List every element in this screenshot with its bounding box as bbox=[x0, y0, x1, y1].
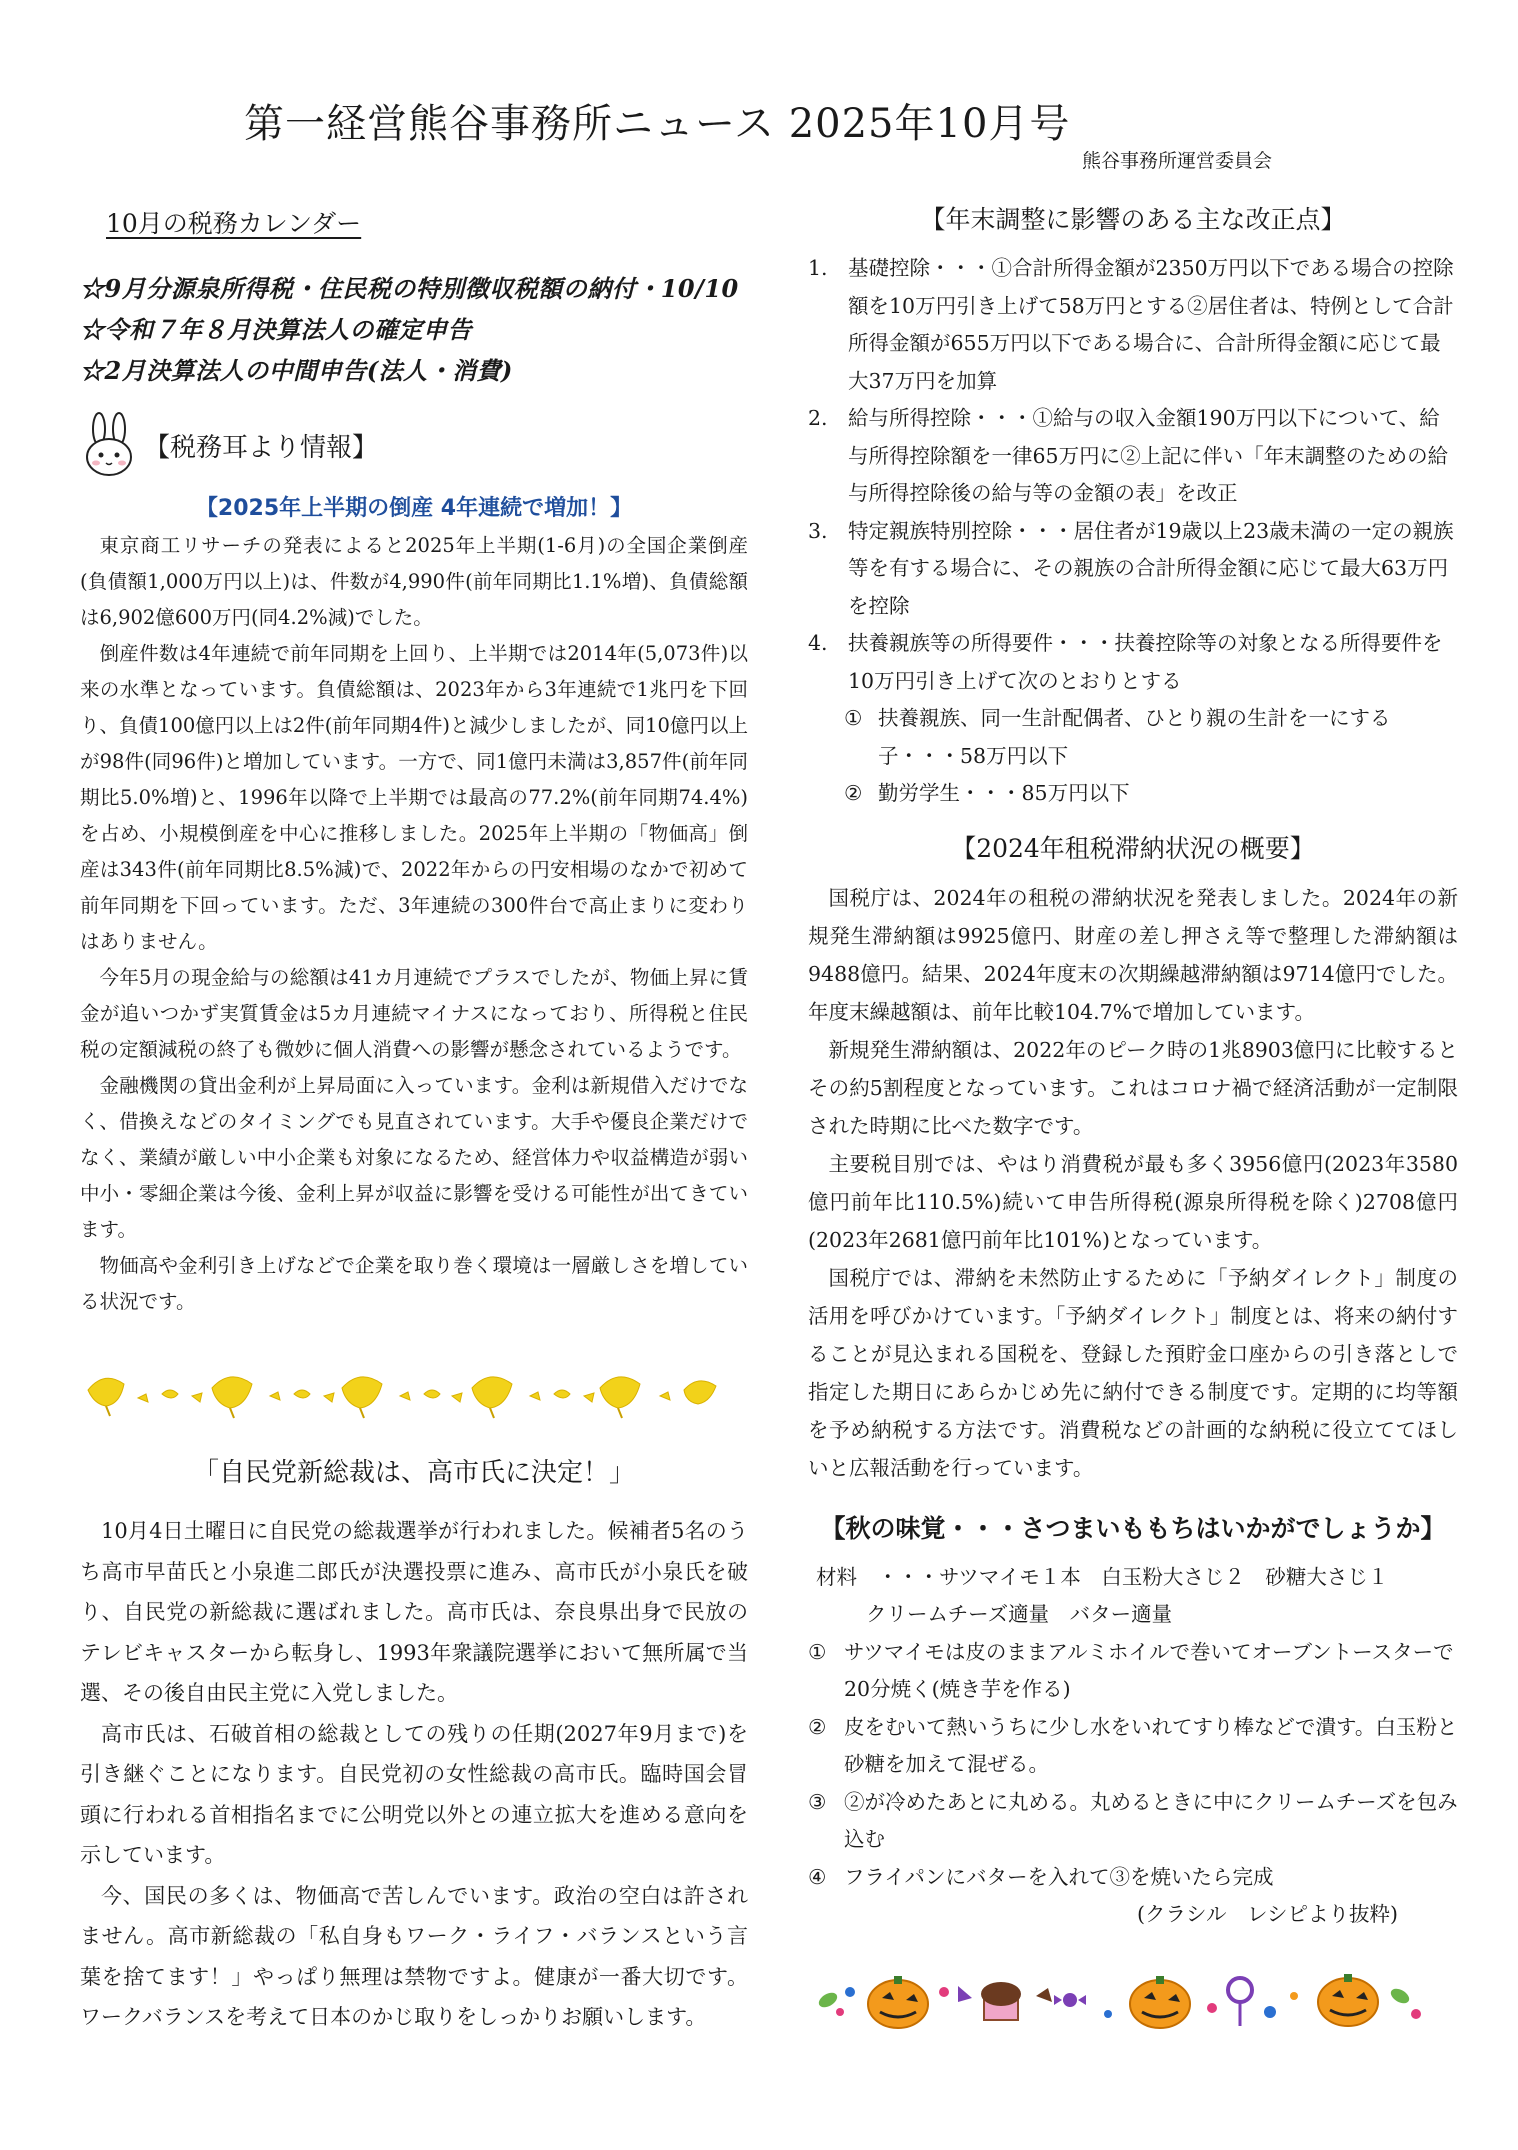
calendar-item: ☆2月決算法人の中間申告(法人・消費) bbox=[80, 356, 513, 385]
recipe-step bbox=[808, 1859, 1458, 1897]
recipe-source: (クラシル レシピより抜粋) bbox=[1137, 1902, 1398, 1926]
sub-item-mark: ② bbox=[844, 781, 863, 805]
item-text: 特定親族特別控除・・・居住者が19歳以上23歳未満の一定の親族等を有する場合に、その親族の合計所得金額に応じて最大63万円を控除 bbox=[848, 518, 1454, 618]
ginkgo-decoration bbox=[80, 1360, 748, 1430]
recipe-materials: 材料 ・・・サツマイモ１本 白玉粉大さじ２ 砂糖大さじ１ bbox=[816, 1564, 1389, 1589]
ginkgo-leaves-icon bbox=[80, 1360, 748, 1430]
tax-delinquency-article bbox=[808, 879, 1458, 1487]
paragraph: 国税庁では、滞納を未然防止するために「予納ダイレクト」制度の活用を呼びかけています。「予納ダイレクト」制度とは、将来の納付することが見込まれる国税を、登録した預貯金口座からの引き落としで指定した期日にあらかじめ先に納付できる制度です。定期的に均等額を予め納税する方法です。消費税などの計画的な納税に役立ててほしいと広報活動を行っています。 bbox=[808, 1265, 1458, 1480]
page-title: 第一経営熊谷事務所ニュース 2025年10月号 bbox=[244, 101, 1071, 147]
bankruptcy-article bbox=[80, 528, 748, 1320]
list-item bbox=[808, 513, 1458, 626]
bankruptcy-subheading: 【2025年上半期の倒産 4年連続で増加！】 bbox=[195, 496, 633, 521]
recipe bbox=[808, 1559, 1458, 1934]
recipe-materials-cont: クリームチーズ適量 バター適量 bbox=[866, 1602, 1173, 1626]
paragraph: 金融機関の貸出金利が上昇局面に入っています。金利は新規借入だけでなく、借換えなどのタイミングでも見直されています。大手や優良企業だけでなく、業績が厳しい中小企業も対象になるため、経営体力や収益構造が弱い中小・零細企業は今後、金利上昇が収益に影響を受ける可能性が出てきています。 bbox=[80, 1074, 748, 1241]
step-text: ②が冷めたあとに丸める。丸めるときに中にクリームチーズを包み込む bbox=[844, 1789, 1458, 1851]
sub-item-text: 勤労学生・・・85万円以下 bbox=[878, 781, 1130, 805]
calendar-item: ☆9月分源泉所得税・住民税の特別徴収税額の納付・10/10 bbox=[80, 274, 739, 303]
step-mark: ② bbox=[808, 1714, 827, 1739]
calendar-list bbox=[80, 268, 748, 391]
step-text: フライパンにバターを入れて③を焼いたら完成 bbox=[844, 1864, 1274, 1889]
calendar-item: ☆令和７年８月決算法人の確定申告 bbox=[80, 315, 472, 344]
item-number: 1. bbox=[808, 256, 828, 280]
paragraph: 東京商工リサーチの発表によると2025年上半期(1-6月)の全国企業倒産(負債額1,000万円以上)は、件数が4,990件(前年同期比1.1%増)、負債総額は6,902億600万円(同4.2%減)でした。 bbox=[80, 534, 748, 629]
paragraph: 高市氏は、石破首相の総裁としての残りの任期(2027年9月まで)を引き継ぐことになります。自民党初の女性総裁の高市氏。臨時国会冒頭に行われる首相指名までに公明党以外との連立拡大を進める意向を示しています。 bbox=[80, 1721, 748, 1867]
tax-info-header bbox=[80, 409, 748, 481]
halloween-pumpkins-icon bbox=[808, 1956, 1428, 2036]
paragraph: 国税庁は、2024年の租税の滞納状況を発表しました。2024年の新規発生滞納額は9925億円、財産の差し押さえ等で整理した滞納額は9488億円。結果、2024年度末の次期繰越滞納額は9714億円でした。年度末繰越額は、前年比較104.7%で増加しています。 bbox=[808, 885, 1458, 1024]
list-item bbox=[808, 400, 1458, 513]
ldp-heading: 「自民党新総裁は、高市氏に決定！」 bbox=[192, 1458, 635, 1488]
organization-name: 熊谷事務所運営委員会 bbox=[1082, 150, 1273, 172]
recipe-step bbox=[808, 1709, 1458, 1784]
reform-list bbox=[808, 250, 1458, 700]
item-number: 2. bbox=[808, 406, 828, 430]
recipe-heading: 【秋の味覚・・・さつまいももちはいかがでしょうか】 bbox=[820, 1513, 1446, 1543]
ldp-article bbox=[80, 1511, 748, 2038]
sub-item-mark: ① bbox=[844, 706, 863, 730]
list-item bbox=[808, 250, 1458, 400]
step-mark: ③ bbox=[808, 1789, 827, 1814]
item-text: 扶養親族等の所得要件・・・扶養控除等の対象となる所得要件を10万円引き上げて次のとおりとする bbox=[848, 631, 1443, 693]
step-mark: ① bbox=[808, 1639, 827, 1664]
reform-heading: 【年末調整に影響のある主な改正点】 bbox=[920, 205, 1346, 234]
left-column bbox=[80, 190, 748, 2038]
step-text: 皮をむいて熱いうちに少し水をいれてすり棒などで潰す。白玉粉と砂糖を加えて混ぜる。 bbox=[844, 1714, 1458, 1776]
step-mark: ④ bbox=[808, 1864, 827, 1889]
sub-item-text: 扶養親族、同一生計配偶者、ひとり親の生計を一にする子・・・58万円以下 bbox=[878, 706, 1391, 768]
halloween-decoration bbox=[808, 1956, 1458, 2036]
tax-delinquency-heading: 【2024年租税滞納状況の概要】 bbox=[951, 833, 1315, 863]
paragraph: 倒産件数は4年連続で前年同期を上回り、上半期では2014年(5,073件)以来の水準となっています。負債総額は、2023年から3年連続で1兆円を下回り、負債100億円以上は2件(前年同期4件)と減少しましたが、同10億円以上が98件(同96件)と増加しています。一方で、同1億円未満は3,857件(前年同期比5.0%増)と、1996年以降で上半期では最高の77.2%(前年同期74.4%)を占め、小規模倒産を中心に推移しました。2025年上半期の「物価高」倒産は343件(前年同期比8.5%減)で、2022年からの円安相場のなかで初めて前年同期を下回っています。ただ、3年連続の300件台で高止まりに変わりはありません。 bbox=[80, 642, 748, 953]
paragraph: 主要税目別では、やはり消費税が最も多く3956億円(2023年3580億円前年比110.5%)続いて申告所得税(源泉所得税を除く)2708億円(2023年2681億円前年比101%)となっています。 bbox=[808, 1151, 1458, 1252]
paragraph: 10月4日土曜日に自民党の総裁選挙が行われました。候補者5名のうち高市早苗氏と小泉進二郎氏が決選投票に進み、高市氏が小泉氏を破り、自民党の新総裁に選ばれました。高市氏は、奈良県出身で民放のテレビキャスターから転身し、1993年衆議院選挙において無所属で当選、その後自由民主党に入党しました。 bbox=[80, 1519, 748, 1705]
tax-info-heading: 【税務耳より情報】 bbox=[144, 432, 379, 463]
item-text: 給与所得控除・・・①給与の収入金額190万円以下について、給与所得控除額を一律65万円に②上記に伴い「年末調整のための給与所得控除後の給与等の金額の表」を改正 bbox=[848, 406, 1449, 505]
item-text: 基礎控除・・・①合計所得金額が2350万円以下である場合の控除額を10万円引き上げて58万円とする②居住者は、特例として合計所得金額が655万円以下である場合に、合計所得金額に応じて最大37万円を加算 bbox=[848, 256, 1454, 393]
right-column bbox=[808, 190, 1458, 2036]
paragraph: 物価高や金利引き上げなどで企業を取り巻く環境は一層厳しさを増している状況です。 bbox=[80, 1254, 748, 1313]
sub-item bbox=[808, 700, 1458, 775]
rabbit-icon bbox=[80, 411, 138, 479]
item-number: 3. bbox=[808, 518, 828, 543]
recipe-step bbox=[808, 1784, 1458, 1859]
sub-item bbox=[808, 775, 1458, 813]
list-item bbox=[808, 625, 1458, 700]
calendar-title: 10月の税務カレンダー bbox=[106, 209, 362, 238]
paragraph: 今年5月の現金給与の総額は41カ月連続でプラスでしたが、物価上昇に賃金が追いつかず実質賃金は5カ月連続マイナスになっており、所得税と住民税の定額減税の終了も微妙に個人消費への影響が懸念されているようです。 bbox=[80, 966, 748, 1061]
item-number: 4. bbox=[808, 631, 828, 655]
step-text: サツマイモは皮のままアルミホイルで巻いてオーブントースターで20分焼く(焼き芋を作る) bbox=[844, 1639, 1454, 1701]
paragraph: 今、国民の多くは、物価高で苦しんでいます。政治の空白は許されません。高市新総裁の「私自身もワーク・ライフ・バランスという言葉を捨てます！」やっぱり無理は禁物ですよ。健康が一番大切です。ワークバランスを考えて日本のかじ取りをしっかりお願いします。 bbox=[80, 1883, 748, 2029]
recipe-step bbox=[808, 1634, 1458, 1709]
paragraph: 新規発生滞納額は、2022年のピーク時の1兆8903億円に比較するとその約5割程度となっています。これはコロナ禍で経済活動が一定制限された時期に比べた数字です。 bbox=[808, 1037, 1458, 1138]
